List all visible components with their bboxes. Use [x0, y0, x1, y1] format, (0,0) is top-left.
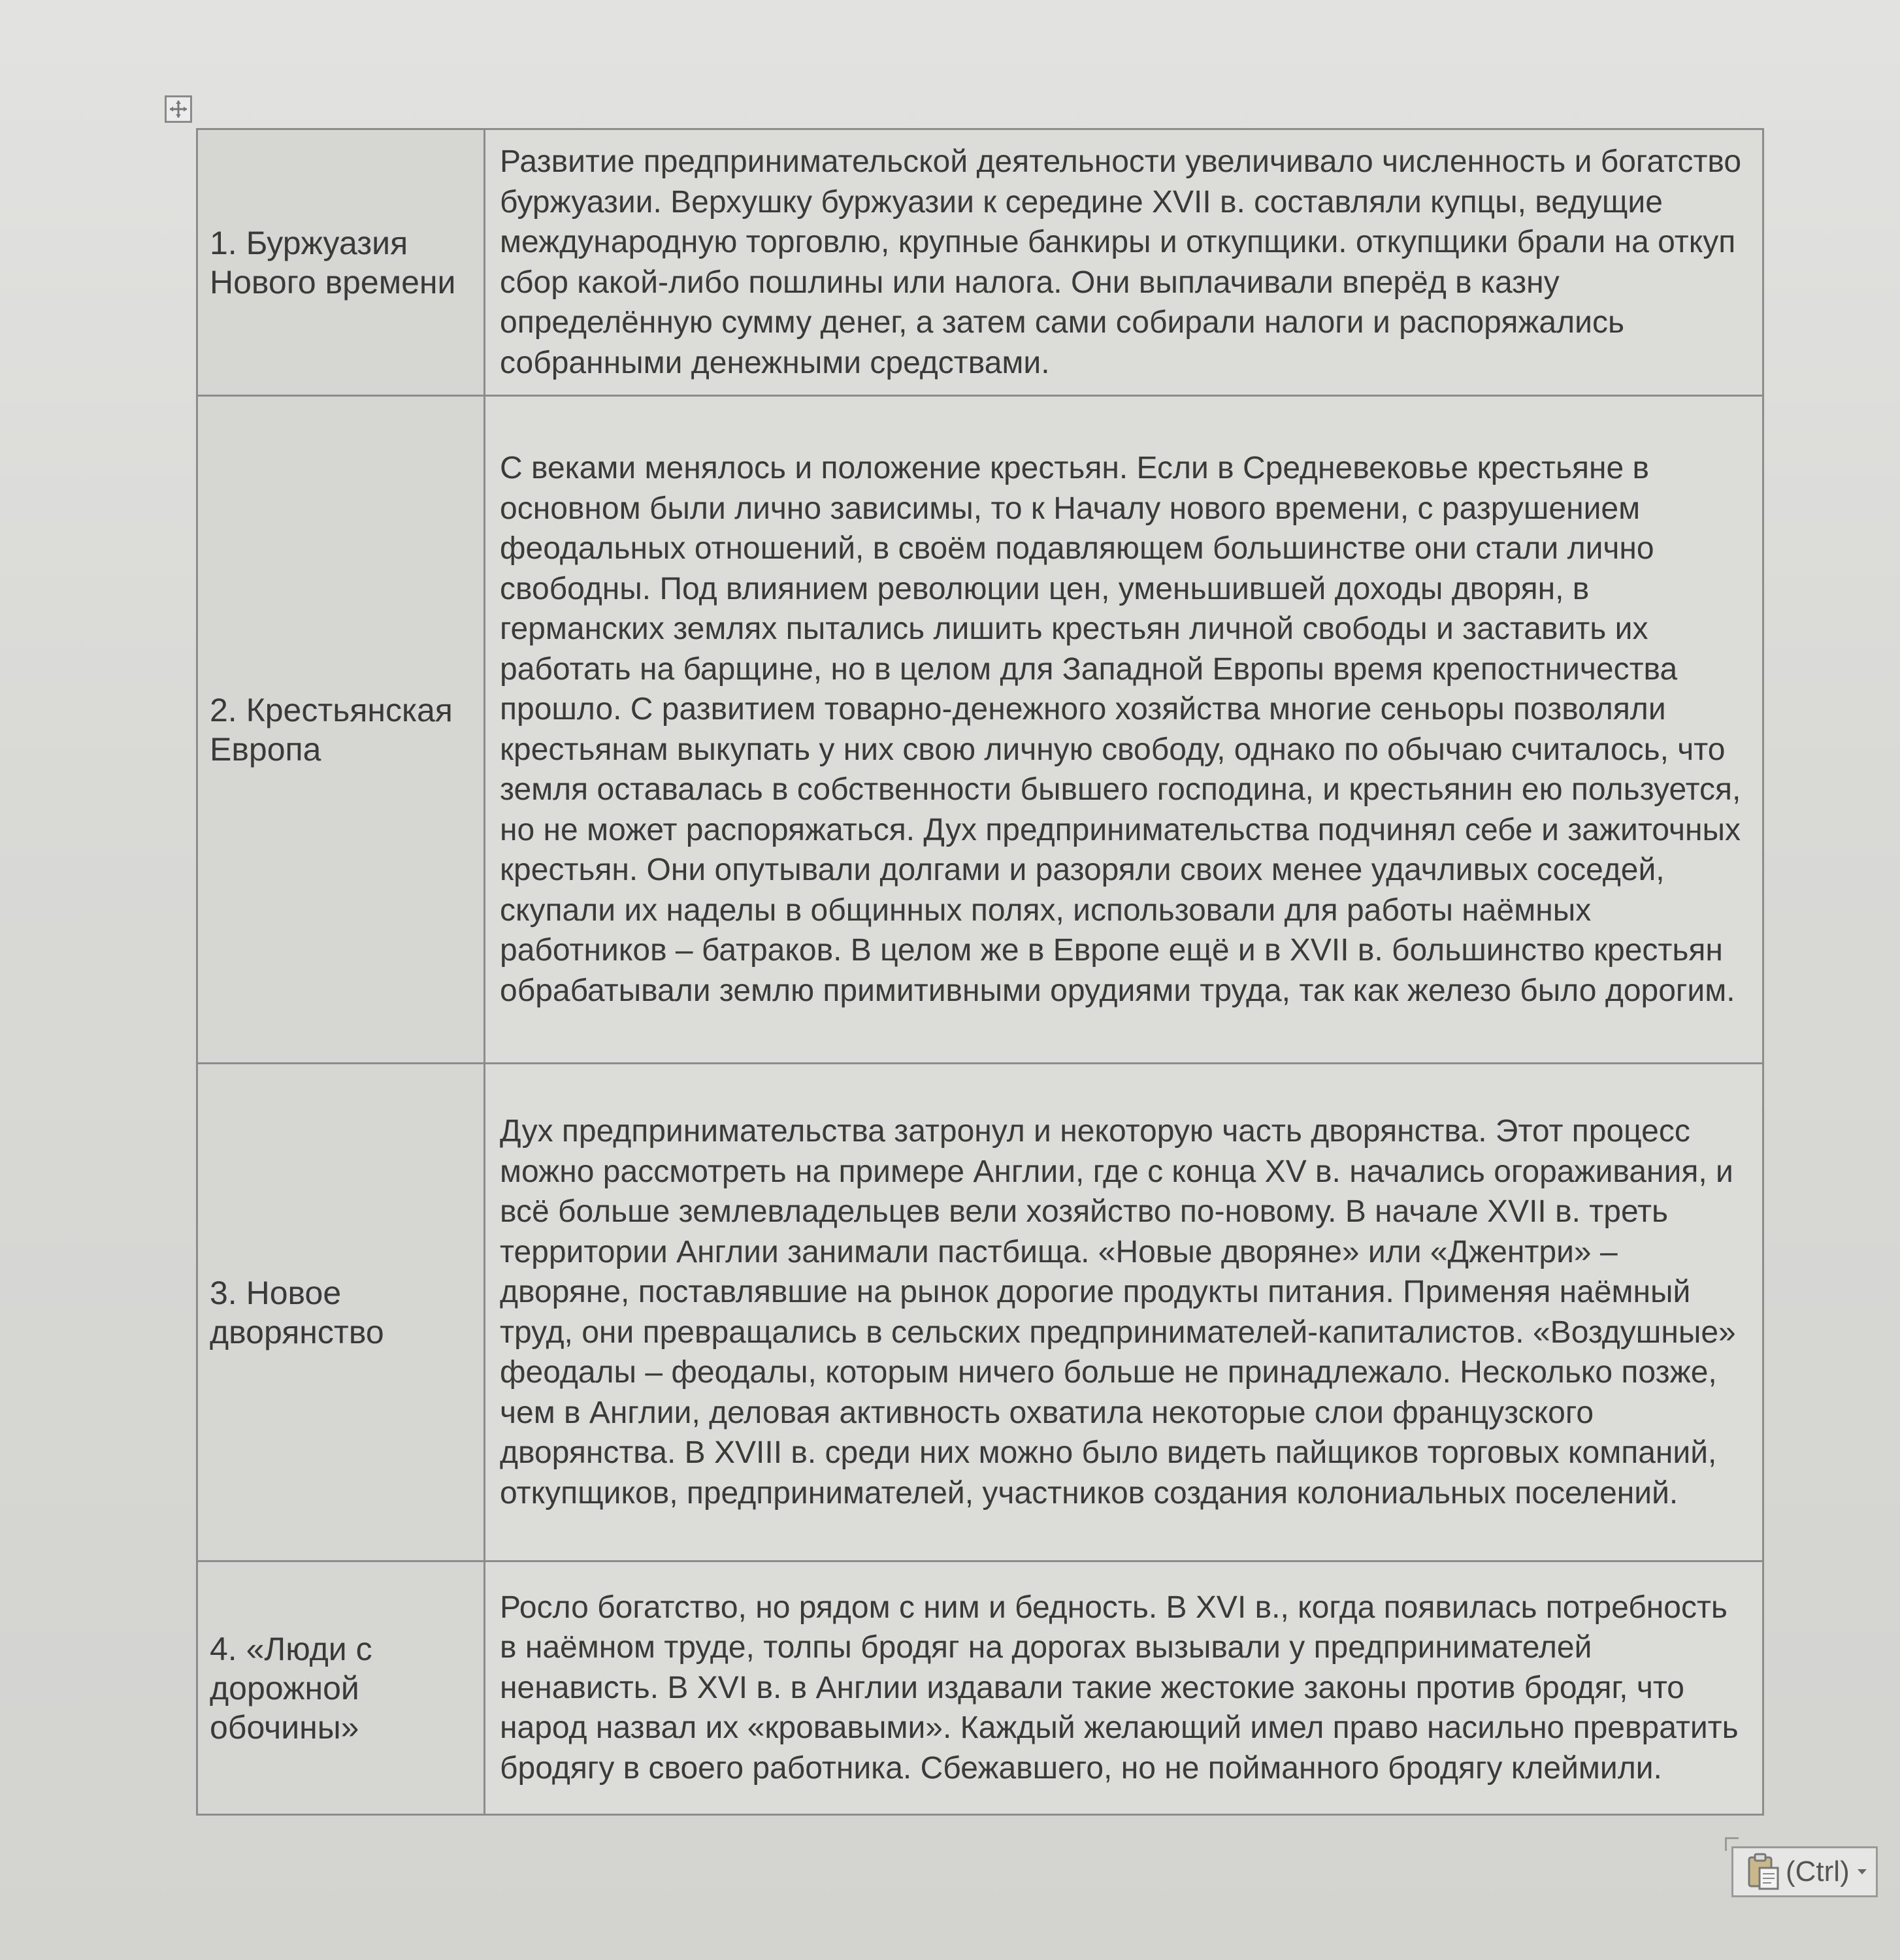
- description-cell[interactable]: С веками менялось и положение крестьян. Если в Средневековье крестьяне в основном были лично зависимы, то к Началу нового времени, с разрушением феодальных отношений, в своём подавляющем большинстве они стали лично свободны. Под влиянием революции цен, уменьшившей доходы дворян, в германских землях пытались лишить крестьян личной свободы и заставить их работать на барщине, но в целом для Западной Европы время крепостничества прошло. С развитием товарно-денежного хозяйства многие сеньоры позволяли крестьянам выкупать у них свою личную свободу, однако по обычаю считалось, что земля оставалась в собственности бывшего господина, и крестьянин ею пользуется, но не может распоряжаться. Дух предпринимательства подчинял себе и зажиточных крестьян. Они опутывали долгами и разоряли своих менее удачливых соседей, скупали их наделы в общинных полях, использовали для работы наёмных работников – батраков. В целом же в Европе ещё и в XVII в. большинство крестьян обрабатывали землю примитивными орудиями труда, так как железо было дорогим.: [485, 396, 1763, 1064]
- history-table: [196, 128, 1764, 1816]
- topic-cell[interactable]: 3. Новое дворянство: [197, 1064, 485, 1561]
- topic-cell[interactable]: 1. Буржуазия Нового времени: [197, 129, 485, 396]
- paste-options-button[interactable]: [1731, 1846, 1878, 1897]
- chevron-down-icon: [1856, 1868, 1868, 1876]
- description-cell[interactable]: Развитие предпринимательской деятельности увеличивало численность и богатство буржуазии. Верхушку буржуазии к середине XVII в. составляли купцы, ведущие международную торговлю, крупные банкиры и откупщики. откупщики брали на откуп сбор какой-либо пошлины или налога. Они выплачивали вперёд в казну определённую сумму денег, а затем сами собирали налоги и распоряжались собранными денежными средствами.: [485, 129, 1763, 396]
- table-row: [197, 129, 1763, 396]
- description-cell[interactable]: Дух предпринимательства затронул и некоторую часть дворянства. Этот процесс можно рассмотреть на примере Англии, где с конца XV в. начались огораживания, и всё больше землевладельцев вели хозяйство по-новому. В начале XVII в. треть территории Англии занимали пастбища. «Новые дворяне» или «Джентри» – дворяне, поставлявшие на рынок дорогие продукты питания. Применяя наёмный труд, они превращались в сельских предпринимателей-капиталистов. «Воздушные» феодалы – феодалы, которым ничего больше не принадлежало. Несколько позже, чем в Англии, деловая активность охватила некоторые слои французского дворянства. В XVIII в. среди них можно было видеть пайщиков торговых компаний, откупщиков, предпринимателей, участников создания колониальных поселений.: [485, 1064, 1763, 1561]
- table-row: [197, 1561, 1763, 1815]
- table-row: [197, 1064, 1763, 1561]
- topic-cell[interactable]: 4. «Люди с дорожной обочины»: [197, 1561, 485, 1815]
- table-row: [197, 396, 1763, 1064]
- move-cross-icon: [169, 99, 188, 119]
- topic-cell[interactable]: 2. Крестьянская Европа: [197, 396, 485, 1064]
- paste-options-label: (Ctrl): [1786, 1855, 1850, 1887]
- description-cell[interactable]: Росло богатство, но рядом с ним и бедность. В XVI в., когда появилась потребность в наёмном труде, толпы бродяг на дорогах вызывали у предпринимателей ненависть. В XVI в. в Англии издавали такие жестокие законы против бродяг, что народ назвал их «кровавыми». Каждый желающий имел право насильно превратить бродягу в своего работника. Сбежавшего, но не пойманного бродягу клеймили.: [485, 1561, 1763, 1815]
- clipboard-icon: [1745, 1852, 1780, 1891]
- table-move-handle[interactable]: [165, 95, 192, 123]
